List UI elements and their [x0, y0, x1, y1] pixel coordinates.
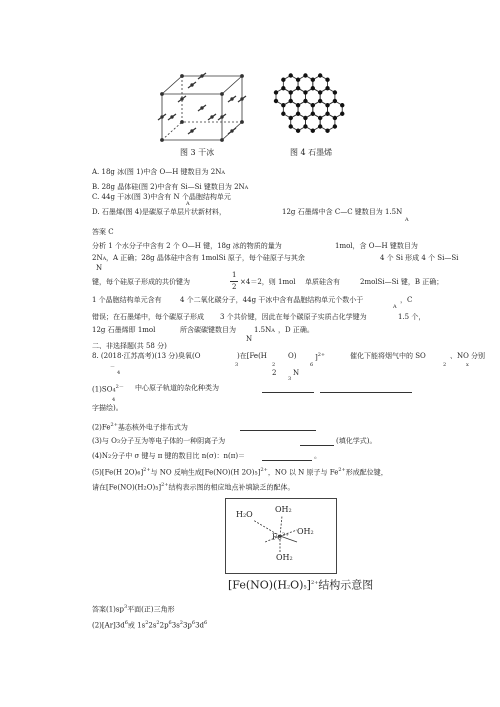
q5-line: (5)[Fe(H 2O)6]$^{2+}$与 NO 反响生成[Fe(NO)(H 2O)5]$^{2+}$，NO 以 N 原子与 $Fe^{2+}$形成配位键，	[92, 467, 388, 477]
carbon-atom	[281, 86, 285, 90]
carbon-atom	[318, 116, 322, 120]
q2-blank	[240, 430, 316, 431]
carbon-atom	[311, 129, 315, 133]
analysis-line3b: ×4＝2，则 1mol	[240, 278, 296, 286]
q3-label: (3)与 O3分子互为等电子体的一种阴离子为	[92, 437, 226, 445]
section-heading: 二、非选择题(共 58 分)	[92, 342, 167, 350]
corner-atom	[241, 75, 244, 78]
analysis-line6c: 1.5NA	[254, 326, 275, 334]
answer-1: 答案 C	[92, 228, 114, 236]
figure-3-caption: 图 3 干冰	[180, 148, 215, 157]
carbon-atom	[296, 78, 300, 82]
q4-blank	[262, 460, 312, 461]
carbon-atom	[325, 112, 329, 116]
analysis-line2-N: N	[96, 264, 103, 272]
option-d-subscript: A	[405, 217, 409, 223]
carbon-atom	[296, 86, 300, 90]
carbon-atom	[311, 112, 315, 116]
analysis-line4c: ，C	[400, 296, 413, 304]
q3-suffix: (填化学式)。	[336, 437, 377, 445]
q1-label: $(1)SO4^{2-}$	[92, 384, 124, 394]
analysis-line6d: ，D 正确。	[278, 326, 314, 334]
carbon-atom	[191, 84, 194, 87]
analysis-line3d: 2molSi—Si 键，B 正确；	[360, 278, 444, 286]
carbon-atom	[281, 103, 285, 107]
q8-stem-part4: ]$^{2+}$	[315, 352, 326, 362]
corner-atom	[241, 121, 244, 124]
carbon-atom	[201, 75, 204, 78]
carbon-atom	[171, 116, 174, 119]
analysis-line5a: 错误；在石墨烯中，每个碳原子形成	[92, 313, 204, 321]
analysis-line2a: 2NA	[92, 254, 107, 262]
q8-sub-2b: 2	[443, 362, 447, 368]
fraction-denominator: 2	[232, 283, 237, 291]
carbon-atom	[325, 86, 329, 90]
carbon-atom	[281, 78, 285, 82]
analysis-line6-N: N	[246, 335, 253, 343]
carbon-atom	[318, 90, 322, 94]
fe-center: $Fe^{2+}$	[272, 532, 290, 542]
corner-atom	[161, 93, 164, 96]
q1-blank-2	[320, 392, 412, 393]
ligand-top: OH2	[275, 505, 292, 514]
q8-fragment-4b: 4	[112, 397, 116, 403]
figure-4-caption: 图 4 石墨烯	[290, 148, 333, 157]
ligand-right: OH2	[297, 527, 314, 536]
carbon-atom	[274, 90, 278, 94]
cube-edge	[162, 76, 182, 94]
q3-blank	[300, 445, 334, 446]
cube-edge	[162, 122, 182, 140]
carbon-atom	[231, 130, 234, 133]
q8-stem-part3: O)	[288, 352, 297, 360]
carbon-atom	[289, 116, 293, 120]
carbon-atom	[303, 90, 307, 94]
carbon-atom	[289, 73, 293, 77]
ligand-left: H2O	[236, 510, 253, 519]
analysis-line6b: 所含碳碳键数目为	[180, 326, 236, 334]
carbon-atom	[311, 103, 315, 107]
carbon-atom	[201, 107, 204, 110]
q8-fragment-2: 2	[272, 369, 277, 377]
corner-atom	[181, 75, 184, 78]
carbon-atom	[161, 116, 164, 119]
carbon-atom	[333, 90, 337, 94]
analysis-line3c: 单质硅含有	[305, 278, 340, 286]
complex-caption: $[Fe(NO)(H2O)5]^{2+}$结构示意图	[228, 578, 374, 592]
option-c-subscript: A	[186, 201, 190, 207]
option-d-part1: D. 石墨烯(图 4)是碳原子单层片状新材料，	[92, 208, 226, 216]
q5-instruction: 请在$[Fe(NO)(H2O)5]^{2+}$结构表示图的相应地点补填缺乏的配体。	[92, 482, 295, 492]
option-c: C. 44g 干冰(图 3)中含有 N 个晶胞结构单元	[92, 193, 231, 201]
q8-sub-3: 3	[235, 362, 239, 368]
carbon-atom	[281, 112, 285, 116]
carbon-atom	[333, 116, 337, 120]
q8-sub-x: x	[466, 362, 469, 368]
carbon-atom	[318, 99, 322, 103]
carbon-atom	[296, 129, 300, 133]
carbon-atom	[296, 103, 300, 107]
analysis-line1a: 分析 1 个水分子中含有 2 个 O—H 键，18g 冰的物质的量为	[92, 242, 282, 250]
q8-fragment-4a: 4	[117, 370, 121, 376]
q8-fragment-N: N	[293, 369, 300, 377]
option-d-part2: 12g 石墨烯中含 C—C 键数目为 1.5N	[282, 208, 403, 216]
analysis-line2b: ，A 正确；28g 晶体硅中含有 1molSi 原子，每个硅原子与其余	[106, 254, 305, 262]
corner-atom	[181, 121, 184, 124]
q4-label: (4)N2分子中 σ 键与 π 键的数目比 n(σ)：n(π)＝	[92, 452, 246, 460]
carbon-atom	[231, 98, 234, 101]
carbon-atom	[318, 73, 322, 77]
corner-atom	[221, 139, 224, 142]
q4-suffix: 。	[314, 452, 321, 460]
carbon-atom	[340, 103, 344, 107]
carbon-atom	[325, 78, 329, 82]
q8-stem-part2: )在[Fe(H	[237, 352, 267, 360]
carbon-atom	[221, 116, 224, 119]
analysis-line1b: 1mol，含 O—H 键数目为	[335, 242, 418, 250]
analysis-line2c: 4 个 Si 形成 4 个 Si—Si	[380, 254, 459, 262]
analysis-line5c: 1.5 个，	[398, 313, 426, 321]
q1-blank-1	[262, 392, 314, 393]
cube-edge	[222, 76, 242, 94]
q1-continued: 字描绘)。	[92, 404, 123, 412]
carbon-atom	[333, 124, 337, 128]
option-b: B. 28g 晶体硅(图 2)中含有 Si—Si 键数目为 2NA	[92, 183, 249, 191]
graphene-lattice-figure	[268, 74, 358, 140]
analysis-line4b: 4 个二氧化碳分子，44g 干冰中含有晶胞结构单元个数小于	[180, 296, 364, 304]
corner-atom	[161, 139, 164, 142]
q2-label: $(2)Fe^{2+}$基态核外电子排布式为	[92, 422, 188, 432]
q8-stem-part5: 催化下能将烟气中的 SO	[350, 352, 426, 360]
carbon-atom	[289, 90, 293, 94]
q1-text: 中心原子轨道的杂化种类为	[135, 384, 219, 392]
carbon-atom	[241, 98, 244, 101]
carbon-atom	[289, 124, 293, 128]
q8-stem-part7: 分别	[471, 352, 485, 360]
carbon-atom	[191, 130, 194, 133]
carbon-atom	[318, 124, 322, 128]
carbon-atom	[274, 99, 278, 103]
carbon-atom	[303, 124, 307, 128]
answer-2-line2: $(2)[Ar]3d^6$或 $1s^22s^22p^63s^23p^63d^6$	[92, 620, 208, 630]
q8-stem-part6: 、NO	[450, 352, 469, 360]
carbon-atom	[296, 112, 300, 116]
q8-fragment-dash: －	[110, 364, 116, 370]
carbon-atom	[303, 99, 307, 103]
carbon-atom	[325, 103, 329, 107]
dry-ice-unit-cell-figure	[150, 72, 260, 144]
answer-2-line1: 答案$(1)sp^3$平面(正)三角形	[92, 604, 175, 614]
q8-sub-6: 6	[310, 362, 314, 368]
q8-fragment-3: 3	[288, 376, 292, 382]
carbon-atom	[289, 99, 293, 103]
analysis-line4a: 1 个晶胞结构单元含有	[92, 296, 162, 304]
carbon-atom	[303, 116, 307, 120]
carbon-atom	[303, 73, 307, 77]
carbon-atom	[311, 78, 315, 82]
carbon-atom	[181, 98, 184, 101]
q8-stem-part1: 8. (2018·江苏高考)(13 分)臭氧(O	[92, 352, 201, 360]
option-a: A. 18g 冰(图 1)中含 O—H 键数目为 2NA	[92, 168, 225, 176]
q8-sub-2: 2	[272, 362, 276, 368]
carbon-atom	[325, 129, 329, 133]
carbon-atom	[333, 99, 337, 103]
fraction-numerator: 1	[232, 271, 237, 279]
analysis-line6a: 12g 石墨烯即 1mol	[92, 326, 156, 334]
analysis-line5b: 3 个共价键，因此在每个碳原子实质占化学键为	[220, 313, 367, 321]
corner-atom	[221, 93, 224, 96]
ligand-bottom: OH2	[276, 553, 293, 562]
carbon-atom	[311, 86, 315, 90]
analysis-line4-A: A	[393, 304, 397, 310]
analysis-line3a: 键，每个硅原子形成的共价键为	[92, 278, 190, 286]
carbon-atom	[340, 112, 344, 116]
carbon-atom	[211, 116, 214, 119]
fraction-bar	[230, 281, 238, 282]
